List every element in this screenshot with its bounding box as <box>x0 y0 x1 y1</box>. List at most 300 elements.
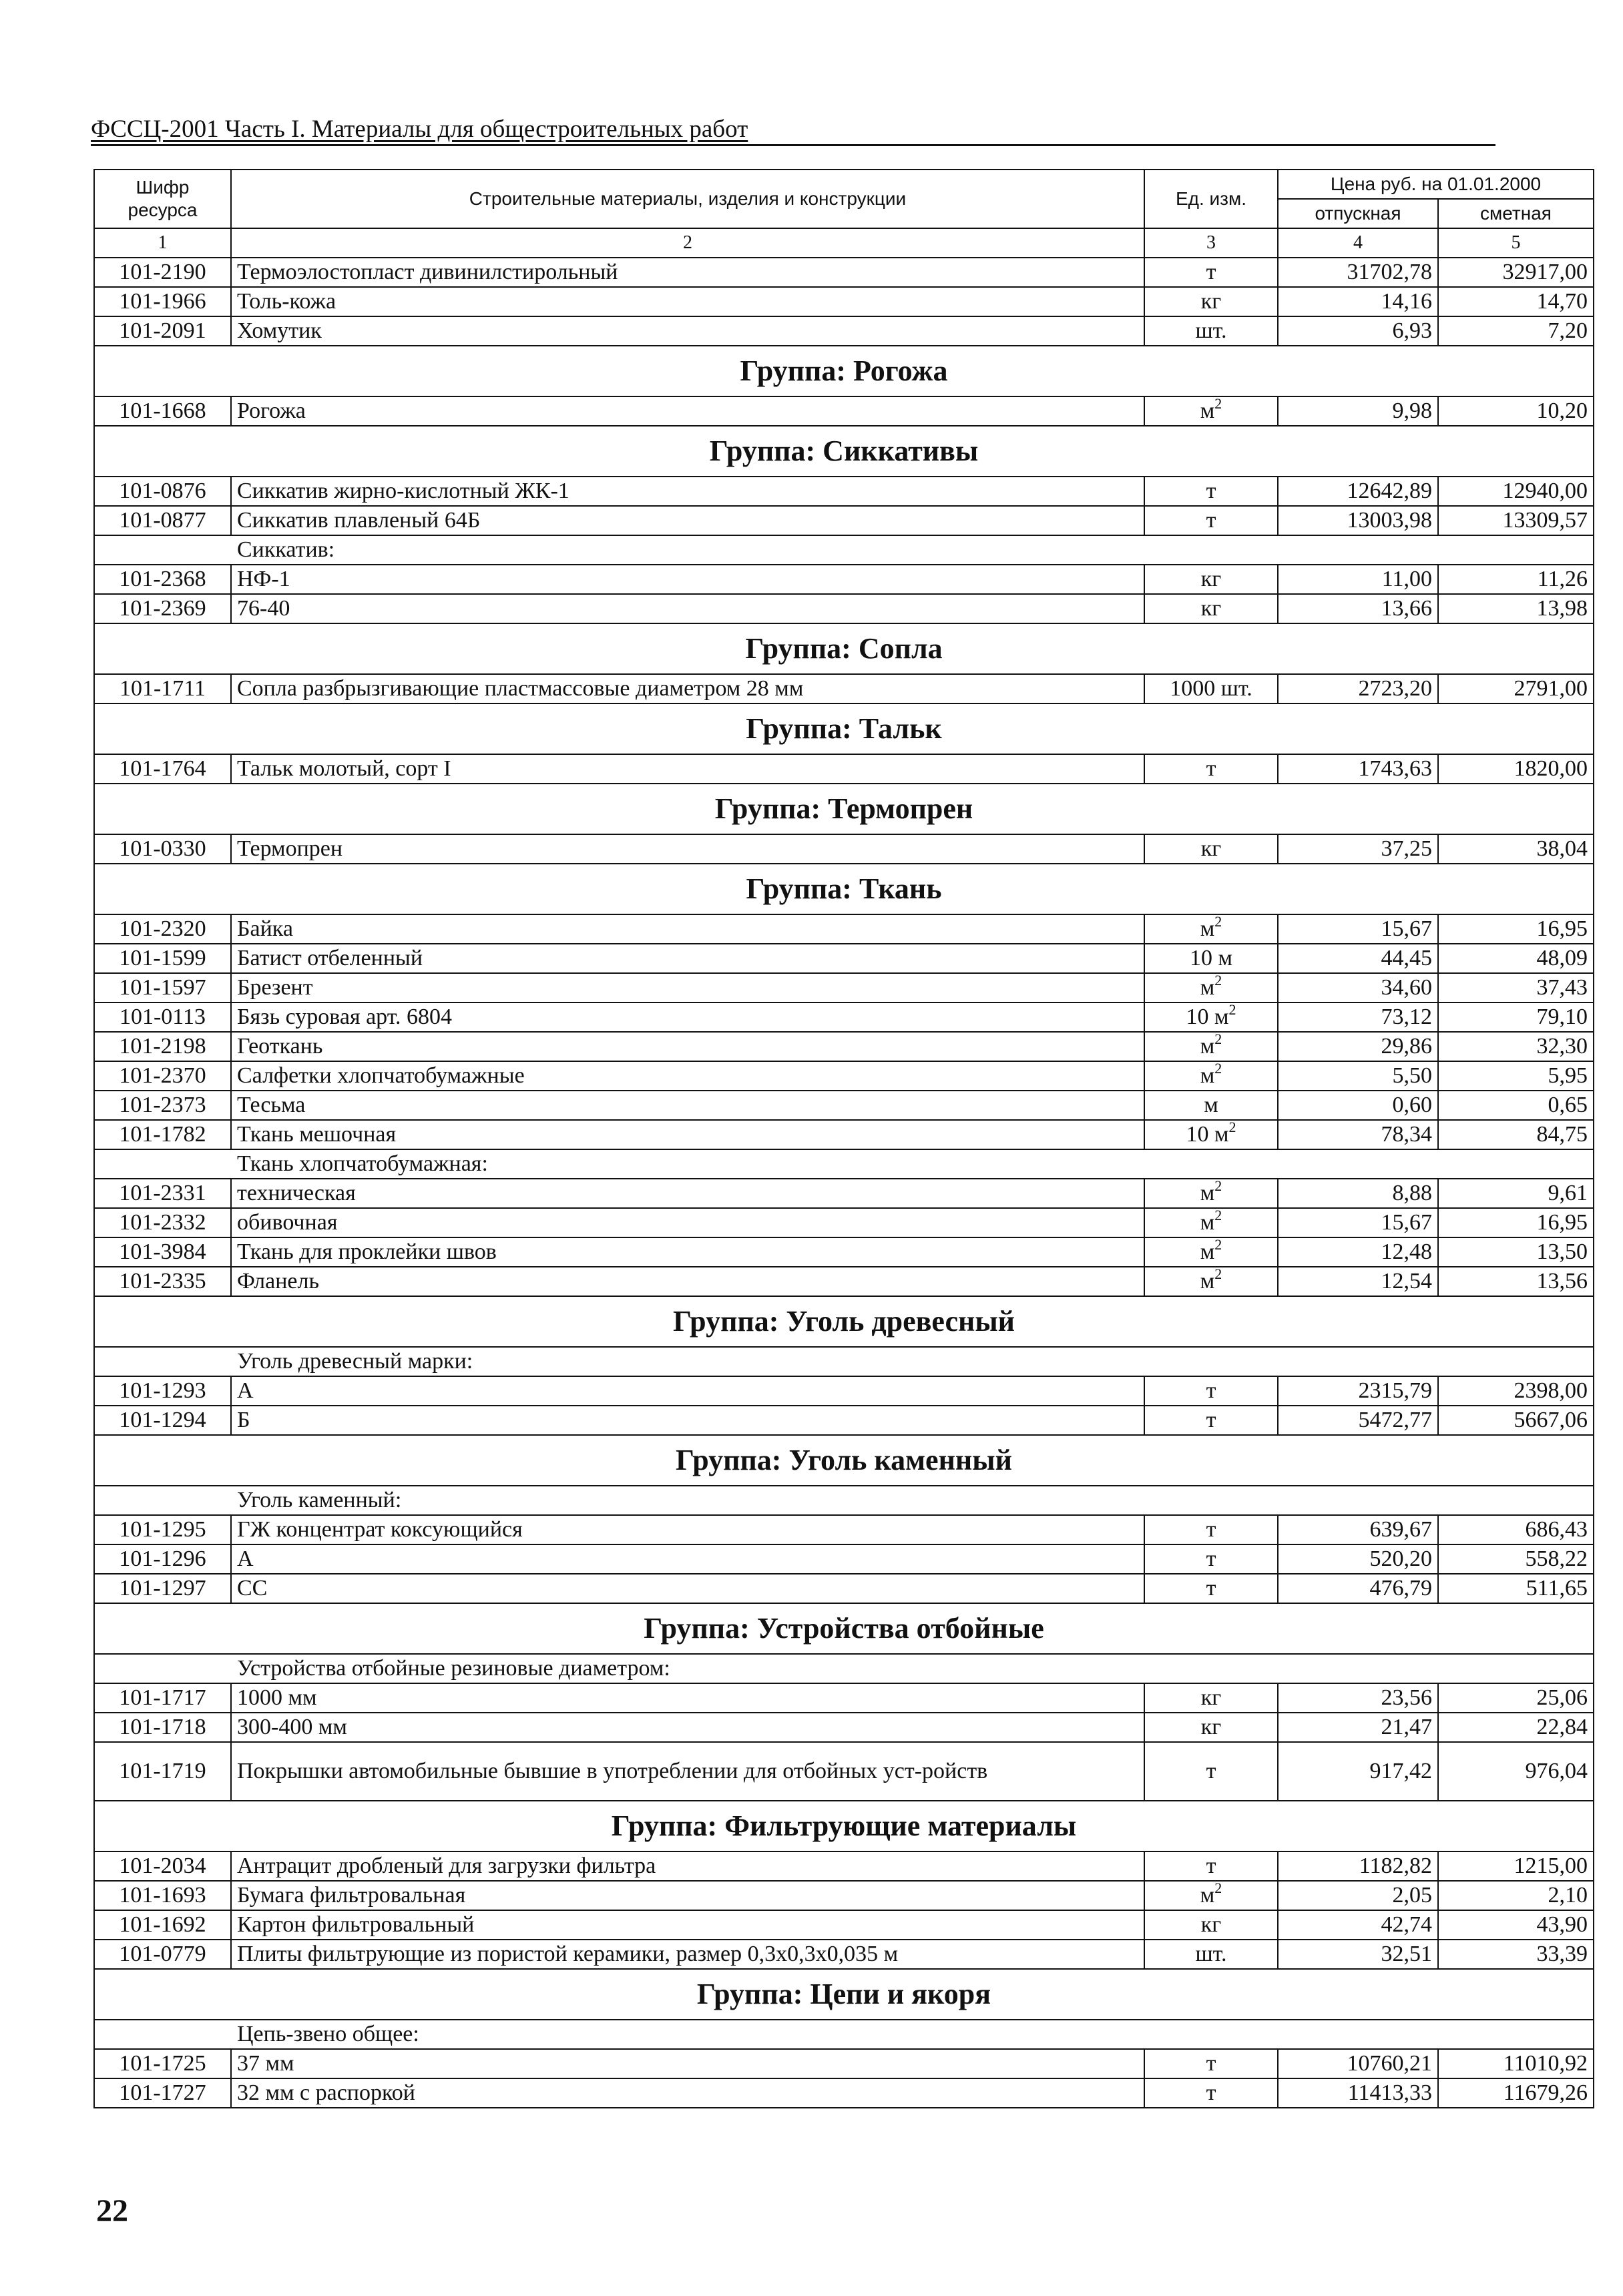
unit-cell <box>1144 1515 1278 1544</box>
estimate-price: 7,20 <box>1438 316 1594 346</box>
unit-cell <box>1144 1061 1278 1091</box>
unit-text: кг <box>1200 1912 1222 1937</box>
table-row <box>94 1515 1594 1544</box>
unit-text: т <box>1206 2080 1216 2105</box>
group-title: Группа: Сопла <box>94 623 1594 674</box>
unit-text: 10 м <box>1189 946 1232 970</box>
col-header-price: Цена руб. на 01.01.2000 <box>1278 170 1594 199</box>
material-name: Байка <box>231 914 1144 944</box>
unit-cell <box>1144 834 1278 864</box>
material-name: 37 мм <box>231 2049 1144 2078</box>
unit-text: 10 м <box>1186 1122 1229 1147</box>
unit-text: т <box>1206 2051 1216 2076</box>
unit-cell <box>1144 1091 1278 1120</box>
subgroup-row <box>94 1486 1594 1515</box>
material-name: Геоткань <box>231 1032 1144 1061</box>
unit-exponent: 2 <box>1214 1267 1222 1282</box>
unit-text: т <box>1206 1378 1216 1403</box>
estimate-price: 32,30 <box>1438 1032 1594 1061</box>
subgroup-row <box>94 1654 1594 1683</box>
release-price: 1182,82 <box>1278 1851 1438 1881</box>
resource-code: 101-0877 <box>94 506 231 535</box>
unit-text: кг <box>1200 836 1222 861</box>
resource-code: 101-1295 <box>94 1515 231 1544</box>
unit-cell <box>1144 477 1278 506</box>
subgroup-row <box>94 1149 1594 1179</box>
material-name: Рогожа <box>231 396 1144 426</box>
release-price: 5472,77 <box>1278 1406 1438 1435</box>
unit-cell <box>1144 1179 1278 1208</box>
resource-code: 101-1727 <box>94 2078 231 2108</box>
unit-text: т <box>1206 508 1216 533</box>
table-row <box>94 1574 1594 1603</box>
group-title: Группа: Уголь древесный <box>94 1296 1594 1347</box>
release-price: 12,54 <box>1278 1267 1438 1296</box>
unit-text: м <box>1200 1034 1215 1059</box>
release-price: 15,67 <box>1278 1208 1438 1237</box>
estimate-price: 976,04 <box>1438 1742 1594 1801</box>
table-row <box>94 1237 1594 1267</box>
estimate-price: 38,04 <box>1438 834 1594 864</box>
resource-code: 101-1597 <box>94 973 231 1002</box>
unit-cell <box>1144 914 1278 944</box>
material-name: СС <box>231 1574 1144 1603</box>
unit-text: т <box>1206 479 1216 503</box>
resource-code: 101-2373 <box>94 1091 231 1120</box>
unit-text: кг <box>1200 289 1222 314</box>
estimate-price: 22,84 <box>1438 1713 1594 1742</box>
release-price: 78,34 <box>1278 1120 1438 1149</box>
unit-cell <box>1144 1002 1278 1032</box>
estimate-price: 84,75 <box>1438 1120 1594 1149</box>
group-header-row <box>94 1969 1594 2020</box>
table-row <box>94 1683 1594 1713</box>
estimate-price: 79,10 <box>1438 1002 1594 1032</box>
material-name: обивочная <box>231 1208 1144 1237</box>
unit-cell <box>1144 944 1278 973</box>
unit-cell <box>1144 316 1278 346</box>
release-price: 2315,79 <box>1278 1376 1438 1406</box>
release-price: 37,25 <box>1278 834 1438 864</box>
price-table <box>93 169 1594 2108</box>
unit-cell <box>1144 1574 1278 1603</box>
release-price: 12642,89 <box>1278 477 1438 506</box>
material-name: 1000 мм <box>231 1683 1144 1713</box>
material-name: Тальк молотый, сорт I <box>231 754 1144 784</box>
unit-cell <box>1144 1910 1278 1940</box>
table-row <box>94 2049 1594 2078</box>
material-name: Термопрен <box>231 834 1144 864</box>
material-name: Батист отбеленный <box>231 944 1144 973</box>
unit-text: м <box>1200 1269 1215 1294</box>
unit-cell <box>1144 1881 1278 1910</box>
table-row <box>94 477 1594 506</box>
resource-code: 101-2369 <box>94 594 231 623</box>
page-number: 22 <box>96 2193 128 2229</box>
unit-exponent: 2 <box>1214 1208 1222 1223</box>
resource-code: 101-3984 <box>94 1237 231 1267</box>
resource-code: 101-2320 <box>94 914 231 944</box>
unit-text: шт. <box>1195 1942 1227 1966</box>
table-row <box>94 287 1594 316</box>
material-name: Ткань для проклейки швов <box>231 1237 1144 1267</box>
unit-cell <box>1144 396 1278 426</box>
unit-cell <box>1144 1713 1278 1742</box>
material-name: Брезент <box>231 973 1144 1002</box>
material-name: А <box>231 1544 1144 1574</box>
material-name: техническая <box>231 1179 1144 1208</box>
estimate-price: 43,90 <box>1438 1910 1594 1940</box>
resource-code: 101-1725 <box>94 2049 231 2078</box>
group-header-row <box>94 864 1594 914</box>
unit-text: т <box>1206 1546 1216 1571</box>
col-header-estimate: сметная <box>1438 199 1594 228</box>
table-row <box>94 1120 1594 1149</box>
unit-cell <box>1144 1208 1278 1237</box>
release-price: 21,47 <box>1278 1713 1438 1742</box>
unit-cell <box>1144 1376 1278 1406</box>
estimate-price: 686,43 <box>1438 1515 1594 1544</box>
resource-code: 101-0876 <box>94 477 231 506</box>
table-row <box>94 754 1594 784</box>
table-row <box>94 1376 1594 1406</box>
material-name: Тесьма <box>231 1091 1144 1120</box>
release-price: 73,12 <box>1278 1002 1438 1032</box>
release-price: 2723,20 <box>1278 674 1438 703</box>
resource-code: 101-2370 <box>94 1061 231 1091</box>
estimate-price: 511,65 <box>1438 1574 1594 1603</box>
resource-code: 101-1764 <box>94 754 231 784</box>
unit-cell <box>1144 1032 1278 1061</box>
unit-text: м <box>1204 1093 1218 1117</box>
resource-code: 101-0330 <box>94 834 231 864</box>
unit-cell <box>1144 287 1278 316</box>
estimate-price: 1215,00 <box>1438 1851 1594 1881</box>
unit-text: кг <box>1200 1685 1222 1710</box>
resource-code: 101-2335 <box>94 1267 231 1296</box>
table-row <box>94 1002 1594 1032</box>
table-row <box>94 1179 1594 1208</box>
col-number: 1 <box>94 228 231 258</box>
unit-cell <box>1144 2078 1278 2108</box>
estimate-price: 5667,06 <box>1438 1406 1594 1435</box>
group-header-row <box>94 1296 1594 1347</box>
release-price: 31702,78 <box>1278 258 1438 287</box>
release-price: 0,60 <box>1278 1091 1438 1120</box>
group-header-row <box>94 346 1594 396</box>
group-header-row <box>94 1801 1594 1851</box>
unit-cell <box>1144 1940 1278 1969</box>
unit-cell <box>1144 506 1278 535</box>
table-row <box>94 1940 1594 1969</box>
group-title: Группа: Фильтрующие материалы <box>94 1801 1594 1851</box>
group-title: Группа: Уголь каменный <box>94 1435 1594 1486</box>
resource-code: 101-1719 <box>94 1742 231 1801</box>
resource-code: 101-1718 <box>94 1713 231 1742</box>
material-name: А <box>231 1376 1144 1406</box>
unit-text: 10 м <box>1186 1005 1229 1029</box>
unit-cell <box>1144 1267 1278 1296</box>
resource-code: 101-1297 <box>94 1574 231 1603</box>
table-row <box>94 1208 1594 1237</box>
table-row <box>94 396 1594 426</box>
resource-code: 101-2331 <box>94 1179 231 1208</box>
resource-code: 101-0779 <box>94 1940 231 1969</box>
material-name: Бязь суровая арт. 6804 <box>231 1002 1144 1032</box>
estimate-price: 2,10 <box>1438 1881 1594 1910</box>
material-name: Картон фильтровальный <box>231 1910 1144 1940</box>
col-header-code: Шифр ресурса <box>94 170 231 228</box>
subgroup-label: Уголь каменный: <box>94 1486 1594 1515</box>
estimate-price: 11679,26 <box>1438 2078 1594 2108</box>
release-price: 5,50 <box>1278 1061 1438 1091</box>
release-price: 15,67 <box>1278 914 1438 944</box>
material-name: Салфетки хлопчатобумажные <box>231 1061 1144 1091</box>
estimate-price: 13309,57 <box>1438 506 1594 535</box>
table-row <box>94 1910 1594 1940</box>
resource-code: 101-1293 <box>94 1376 231 1406</box>
release-price: 23,56 <box>1278 1683 1438 1713</box>
estimate-price: 32917,00 <box>1438 258 1594 287</box>
release-price: 10760,21 <box>1278 2049 1438 2078</box>
resource-code: 101-1692 <box>94 1910 231 1940</box>
table-row <box>94 1267 1594 1296</box>
unit-text: 1000 шт. <box>1170 676 1252 701</box>
unit-text: м <box>1200 1063 1215 1088</box>
unit-exponent: 2 <box>1228 1002 1236 1018</box>
table-row <box>94 1851 1594 1881</box>
resource-code: 101-0113 <box>94 1002 231 1032</box>
table-row <box>94 1032 1594 1061</box>
unit-cell <box>1144 565 1278 594</box>
estimate-price: 558,22 <box>1438 1544 1594 1574</box>
table-row <box>94 834 1594 864</box>
table-row <box>94 973 1594 1002</box>
release-price: 6,93 <box>1278 316 1438 346</box>
estimate-price: 37,43 <box>1438 973 1594 1002</box>
table-row <box>94 258 1594 287</box>
unit-cell <box>1144 594 1278 623</box>
group-title: Группа: Цепи и якоря <box>94 1969 1594 2020</box>
estimate-price: 13,50 <box>1438 1237 1594 1267</box>
estimate-price: 13,98 <box>1438 594 1594 623</box>
release-price: 11,00 <box>1278 565 1438 594</box>
unit-cell <box>1144 1683 1278 1713</box>
resource-code: 101-1693 <box>94 1881 231 1910</box>
unit-text: т <box>1206 1517 1216 1542</box>
unit-cell <box>1144 674 1278 703</box>
table-row <box>94 1742 1594 1801</box>
price-table-body <box>94 258 1594 2108</box>
estimate-price: 2791,00 <box>1438 674 1594 703</box>
release-price: 32,51 <box>1278 1940 1438 1969</box>
release-price: 1743,63 <box>1278 754 1438 784</box>
material-name: Термоэлостопласт дивинилстирольный <box>231 258 1144 287</box>
unit-cell <box>1144 258 1278 287</box>
material-name: Фланель <box>231 1267 1144 1296</box>
unit-exponent: 2 <box>1214 1881 1222 1896</box>
material-name: Б <box>231 1406 1144 1435</box>
unit-cell <box>1144 1742 1278 1801</box>
material-name: Антрацит дробленый для загрузки фильтра <box>231 1851 1144 1881</box>
estimate-price: 11,26 <box>1438 565 1594 594</box>
material-name: Покрышки автомобильные бывшие в употреблении для отбойных уст-ройств <box>231 1742 1144 1801</box>
estimate-price: 13,56 <box>1438 1267 1594 1296</box>
subgroup-row <box>94 2020 1594 2049</box>
unit-cell <box>1144 2049 1278 2078</box>
unit-exponent: 2 <box>1214 396 1222 412</box>
table-row <box>94 914 1594 944</box>
group-title: Группа: Ткань <box>94 864 1594 914</box>
estimate-price: 10,20 <box>1438 396 1594 426</box>
unit-cell <box>1144 1237 1278 1267</box>
material-name: 76-40 <box>231 594 1144 623</box>
estimate-price: 25,06 <box>1438 1683 1594 1713</box>
group-header-row <box>94 426 1594 477</box>
resource-code: 101-1294 <box>94 1406 231 1435</box>
unit-text: м <box>1200 1181 1215 1205</box>
material-name: Сиккатив плавленый 64Б <box>231 506 1144 535</box>
subgroup-label: Ткань хлопчатобумажная: <box>94 1149 1594 1179</box>
table-row <box>94 1544 1594 1574</box>
unit-cell <box>1144 1544 1278 1574</box>
release-price: 42,74 <box>1278 1910 1438 1940</box>
col-number: 4 <box>1278 228 1438 258</box>
estimate-price: 5,95 <box>1438 1061 1594 1091</box>
material-name: Толь-кожа <box>231 287 1144 316</box>
release-price: 476,79 <box>1278 1574 1438 1603</box>
release-price: 29,86 <box>1278 1032 1438 1061</box>
group-header-row <box>94 703 1594 754</box>
unit-exponent: 2 <box>1214 914 1222 930</box>
resource-code: 101-1966 <box>94 287 231 316</box>
material-name: Ткань мешочная <box>231 1120 1144 1149</box>
unit-exponent: 2 <box>1214 973 1222 988</box>
table-row <box>94 594 1594 623</box>
release-price: 12,48 <box>1278 1237 1438 1267</box>
material-name: Хомутик <box>231 316 1144 346</box>
estimate-price: 33,39 <box>1438 1940 1594 1969</box>
release-price: 639,67 <box>1278 1515 1438 1544</box>
unit-cell <box>1144 973 1278 1002</box>
unit-text: т <box>1206 1853 1216 1878</box>
column-numbers-row <box>94 228 1594 258</box>
material-name: 300-400 мм <box>231 1713 1144 1742</box>
running-header-title: ФССЦ-2001 Часть I. Материалы для общестроительных работ <box>91 115 748 143</box>
unit-cell <box>1144 1851 1278 1881</box>
table-row <box>94 1091 1594 1120</box>
resource-code: 101-1296 <box>94 1544 231 1574</box>
estimate-price: 48,09 <box>1438 944 1594 973</box>
release-price: 917,42 <box>1278 1742 1438 1801</box>
col-number: 5 <box>1438 228 1594 258</box>
resource-code: 101-2190 <box>94 258 231 287</box>
release-price: 8,88 <box>1278 1179 1438 1208</box>
unit-text: т <box>1206 1576 1216 1601</box>
col-number: 2 <box>231 228 1144 258</box>
release-price: 13,66 <box>1278 594 1438 623</box>
release-price: 34,60 <box>1278 973 1438 1002</box>
unit-text: т <box>1206 1408 1216 1432</box>
material-name: ГЖ концентрат коксующийся <box>231 1515 1144 1544</box>
material-name: Сиккатив жирно-кислотный ЖК-1 <box>231 477 1144 506</box>
resource-code: 101-2368 <box>94 565 231 594</box>
estimate-price: 1820,00 <box>1438 754 1594 784</box>
estimate-price: 2398,00 <box>1438 1376 1594 1406</box>
unit-text: кг <box>1200 1715 1222 1739</box>
group-header-row <box>94 1603 1594 1654</box>
col-header-name: Строительные материалы, изделия и конструкции <box>231 170 1144 228</box>
material-name: Плиты фильтрующие из пористой керамики, размер 0,3х0,3х0,035 м <box>231 1940 1144 1969</box>
unit-text: т <box>1206 260 1216 284</box>
resource-code: 101-1668 <box>94 396 231 426</box>
resource-code: 101-1717 <box>94 1683 231 1713</box>
subgroup-row <box>94 535 1594 565</box>
col-header-release: отпускная <box>1278 199 1438 228</box>
unit-exponent: 2 <box>1214 1237 1222 1253</box>
table-row <box>94 2078 1594 2108</box>
unit-text: кг <box>1200 567 1222 591</box>
unit-text: т <box>1206 1759 1216 1783</box>
unit-exponent: 2 <box>1214 1061 1222 1077</box>
estimate-price: 16,95 <box>1438 914 1594 944</box>
col-number: 3 <box>1144 228 1278 258</box>
subgroup-label: Цепь-звено общее: <box>94 2020 1594 2049</box>
unit-exponent: 2 <box>1214 1032 1222 1047</box>
group-header-row <box>94 1435 1594 1486</box>
subgroup-row <box>94 1347 1594 1376</box>
col-header-unit: Ед. изм. <box>1144 170 1278 228</box>
resource-code: 101-1711 <box>94 674 231 703</box>
release-price: 520,20 <box>1278 1544 1438 1574</box>
resource-code: 101-1599 <box>94 944 231 973</box>
unit-text: м <box>1200 916 1215 941</box>
table-row <box>94 674 1594 703</box>
resource-code: 101-2198 <box>94 1032 231 1061</box>
unit-text: шт. <box>1195 318 1227 343</box>
resource-code: 101-1782 <box>94 1120 231 1149</box>
unit-text: м <box>1200 398 1215 423</box>
unit-cell <box>1144 1120 1278 1149</box>
estimate-price: 0,65 <box>1438 1091 1594 1120</box>
subgroup-label: Сиккатив: <box>94 535 1594 565</box>
unit-exponent: 2 <box>1214 1179 1222 1194</box>
estimate-price: 12940,00 <box>1438 477 1594 506</box>
release-price: 14,16 <box>1278 287 1438 316</box>
unit-text: м <box>1200 1239 1215 1264</box>
material-name: Сопла разбрызгивающие пластмассовые диаметром 28 мм <box>231 674 1144 703</box>
table-row <box>94 565 1594 594</box>
estimate-price: 9,61 <box>1438 1179 1594 1208</box>
release-price: 2,05 <box>1278 1881 1438 1910</box>
table-row <box>94 1406 1594 1435</box>
table-row <box>94 1881 1594 1910</box>
unit-text: м <box>1200 1883 1215 1908</box>
group-header-row <box>94 784 1594 834</box>
table-row <box>94 1061 1594 1091</box>
estimate-price: 16,95 <box>1438 1208 1594 1237</box>
table-row <box>94 1713 1594 1742</box>
estimate-price: 14,70 <box>1438 287 1594 316</box>
group-title: Группа: Устройства отбойные <box>94 1603 1594 1654</box>
group-title: Группа: Тальк <box>94 703 1594 754</box>
material-name: НФ-1 <box>231 565 1144 594</box>
material-name: 32 мм с распоркой <box>231 2078 1144 2108</box>
release-price: 13003,98 <box>1278 506 1438 535</box>
release-price: 9,98 <box>1278 396 1438 426</box>
unit-text: кг <box>1200 596 1222 621</box>
unit-cell <box>1144 754 1278 784</box>
